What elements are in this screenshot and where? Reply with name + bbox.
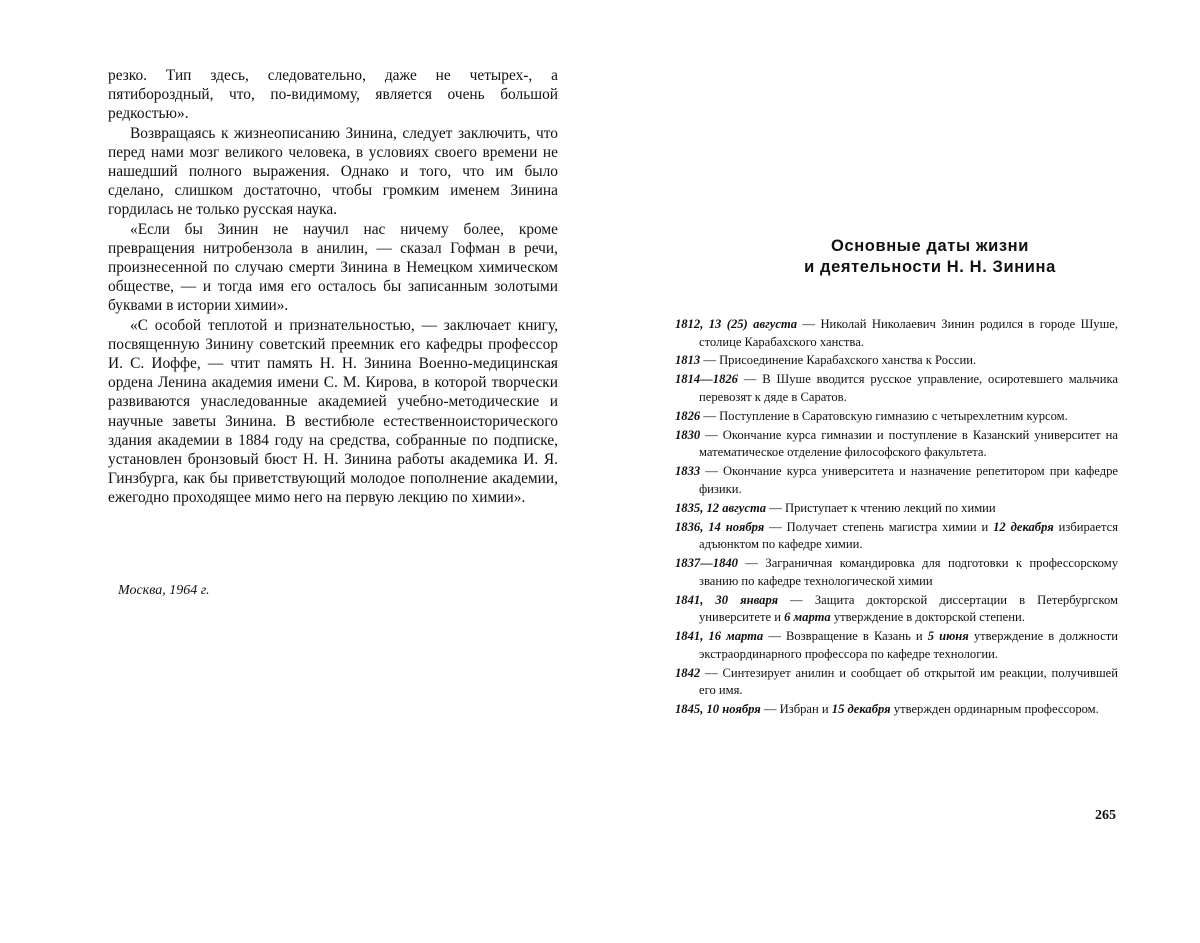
entry-text: Возвращение в Казань и xyxy=(785,629,928,644)
entry-dash: — xyxy=(778,592,815,607)
chronology-entry xyxy=(675,628,1118,663)
chronology-list xyxy=(675,316,1118,720)
heading-line: и деятельности Н. Н. Зинина xyxy=(804,258,1056,276)
entry-text: утвержден ординарным профессором. xyxy=(890,702,1099,717)
entry-text: утверждение в докторской степени. xyxy=(830,610,1025,625)
entry-dash: — xyxy=(700,464,724,479)
entry-dash: — xyxy=(700,427,723,442)
chronology-entry xyxy=(675,592,1118,627)
entry-date: 1812, 13 (25) августа xyxy=(675,317,798,331)
entry-date: 1835, 12 августа xyxy=(675,500,767,515)
chronology-entry xyxy=(675,371,1118,406)
entry-dash: — xyxy=(700,353,720,368)
chronology-entry xyxy=(675,701,1118,719)
chronology-entry xyxy=(675,519,1118,554)
chronology-entry xyxy=(675,500,1118,518)
entry-text: Окончание курса университета и назначение репетитором при кафедре физики. xyxy=(699,464,1118,496)
chronology-entry xyxy=(675,316,1118,351)
right-page xyxy=(600,0,1200,943)
heading-line: Основные даты жизни xyxy=(831,237,1029,255)
entry-date: 5 июня xyxy=(927,629,969,644)
entry-date: 1814—1826 xyxy=(675,372,738,387)
biography-text xyxy=(108,66,558,508)
place-date-signature: Москва, 1964 г. xyxy=(118,583,210,598)
paragraph: резко. Тип здесь, следовательно, даже не четырех-, а пятибороздный, что, по-видимому, является очень большой редкостью». xyxy=(108,67,558,123)
entry-text: Заграничная командировка для подготовки к профессорскому званию по кафедре технологической химии xyxy=(699,556,1119,588)
entry-date: 1833 xyxy=(675,464,701,479)
entry-dash: — xyxy=(763,629,786,644)
entry-dash: — xyxy=(797,317,821,331)
entry-date: 1841, 16 марта xyxy=(675,629,764,644)
entry-text: Окончание курса гимназии и поступление в Казанский университет на математическое отделение философского факультета. xyxy=(699,427,1118,460)
chronology-heading xyxy=(680,236,1180,278)
chronology-entry xyxy=(675,555,1118,590)
entry-text: В Шуше вводится русское управление, осиротевшего мальчика перевозят к дяде в Саратов. xyxy=(699,372,1118,404)
entry-text: Синтезирует анилин и сообщает об открытой им реакции, получившей его имя. xyxy=(699,665,1119,698)
entry-text: Приступает к чтению лекций по химии xyxy=(784,500,996,515)
entry-date: 1826 xyxy=(675,408,701,423)
entry-text: Николай Николаевич Зинин родился в городе Шуше, столице Карабахского ханства. xyxy=(699,317,1119,349)
entry-text: Защита докторской диссертации в Петербургском университете и xyxy=(699,592,1118,625)
chronology-entry xyxy=(675,463,1118,498)
paragraph: Возвращаясь к жизнеописанию Зинина, следует заключить, что перед нами мозг великого человека, в условиях своего времени не нашедший полного выражения. Однако и того, что им было сделано, слишком достаточно, чтобы громким именем Зинина гордилась не только русская наука. xyxy=(108,124,558,219)
entry-date: 1813 xyxy=(675,353,701,368)
chronology-entry xyxy=(675,427,1118,462)
entry-date: 1837—1840 xyxy=(675,556,738,571)
entry-dash: — xyxy=(700,408,720,423)
entry-dash: — xyxy=(700,665,723,680)
entry-dash: — xyxy=(766,500,785,515)
entry-text: Избран и xyxy=(779,702,832,717)
entry-text: Получает степень магистра химии и xyxy=(786,519,994,534)
entry-date: 6 марта xyxy=(784,610,831,625)
chronology-entry xyxy=(675,408,1118,426)
entry-text: Присоединение Карабахского ханства к России. xyxy=(719,353,977,368)
page-number: 265 xyxy=(1095,808,1116,823)
chronology-entry xyxy=(675,665,1118,700)
entry-date: 1830 xyxy=(675,427,701,442)
entry-dash: — xyxy=(737,556,766,571)
chronology-entry xyxy=(675,352,1118,370)
entry-date: 1841, 30 января xyxy=(675,592,779,607)
entry-text: Поступление в Саратовскую гимназию с четырехлетним курсом. xyxy=(719,408,1068,423)
entry-text: утверждение в должности экстраординарного профессора по кафедре технологии. xyxy=(699,629,1118,661)
paragraph: «С особой теплотой и признательностью, — заключает книгу, посвященную Зинину советский преемник его кафедры профессор И. С. Иоффе, — чтит память Н. Н. Зинина Военно-медицинская ордена Ленина академия имени С. М. Кирова, в которой творчески развиваются унаследованные академией учебно-методические и научные заветы Зинина. В вестибюле естественноисторического здания академии в 1884 году на средства, собранные по подписке, установлен бронзовый бюст Н. Н. Зинина работы академика И. Я. Гинзбурга, как бы приветствующий молодое пополнение академии, ежегодно проходящее мимо него на первую лекцию по химии». xyxy=(108,316,558,507)
entry-dash: — xyxy=(737,372,763,387)
entry-text: избирается адъюнктом по кафедре химии. xyxy=(699,519,1118,552)
entry-date: 15 декабря xyxy=(831,702,891,717)
entry-date: 1842 xyxy=(675,665,701,680)
entry-date: 12 декабря xyxy=(993,519,1054,534)
entry-dash: — xyxy=(760,702,780,717)
entry-date: 1836, 14 ноября xyxy=(675,519,765,534)
entry-dash: — xyxy=(764,519,787,534)
entry-date: 1845, 10 ноября xyxy=(675,702,761,717)
paragraph: «Если бы Зинин не научил нас ничему более, кроме превращения нитробензола в анилин, — сказал Гофман в речи, произнесенной по случаю смерти Зинина в Немецком химическом обществе, — и тогда имя его осталось бы записанным золотыми буквами в истории химии». xyxy=(108,220,558,315)
